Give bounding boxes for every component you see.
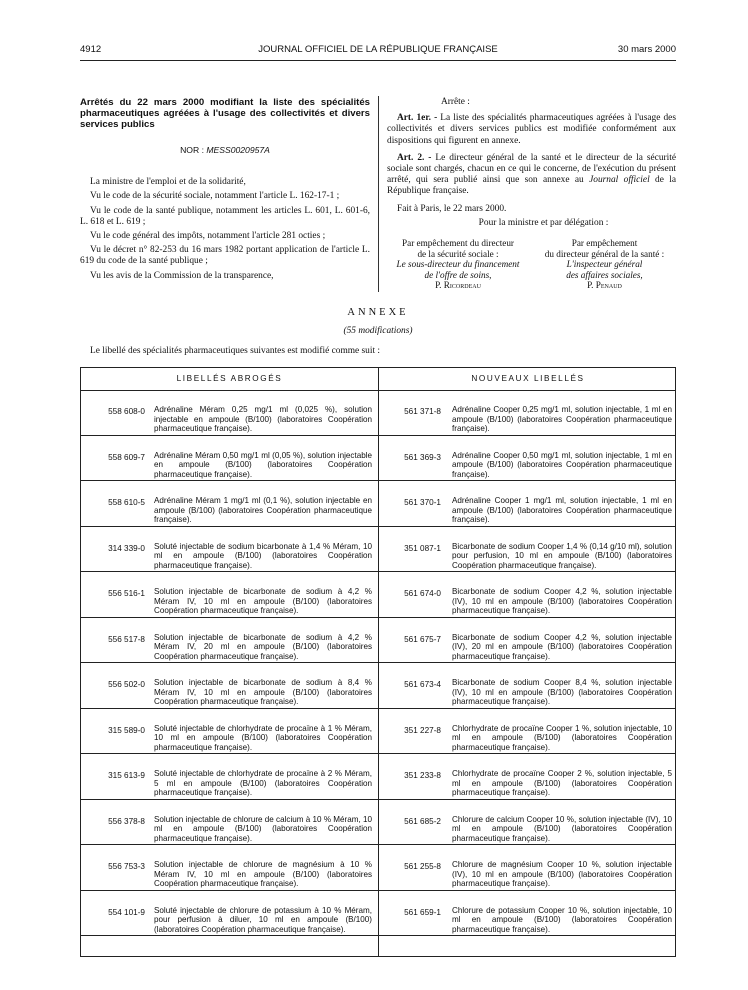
new-label: Chlorhydrate de procaïne Cooper 2 %, solution injectable, 5 ml en ampoule (B/100) (laboratoires Coopération pharmaceutique française). xyxy=(452,769,672,798)
new-code: 351 227-8 xyxy=(404,725,441,735)
nor-label: NOR : xyxy=(180,145,204,155)
right-column xyxy=(387,97,676,292)
table-row xyxy=(81,754,676,800)
modifications-table xyxy=(80,367,676,957)
new-code: 561 370-1 xyxy=(404,498,441,507)
journal-officiel-mention: Journal officiel xyxy=(589,175,650,186)
new-label: Chlorure de magnésium Cooper 10 %, solution injectable (IV), 10 ml en ampoule (B/100) (laboratoires Coopération pharmaceutique française). xyxy=(452,860,672,889)
repealed-code: 314 339-0 xyxy=(108,543,145,553)
new-code: 561 255-8 xyxy=(404,862,441,871)
table-row xyxy=(81,845,676,891)
header-repealed: LIBELLÉS ABROGÉS xyxy=(176,374,283,383)
new-label: Bicarbonate de sodium Cooper 1,4 % (0,14 g/10 ml), solution pour perfusion, 10 ml en ampoule (B/100) (laboratoires Coopération pharmaceutique française). xyxy=(452,541,672,570)
modifications-count: (55 modifications) xyxy=(343,326,413,336)
page-number: 4912 xyxy=(80,44,102,55)
article-2 xyxy=(387,153,676,198)
repealed-label: Soluté injectable de chlorure de potassium à 10 % Méram, pour perfusion à diluer, 10 ml en ampoule (B/100) (laboratoires Coopération pharmaceutique française). xyxy=(154,905,372,934)
vu-item: Vu le code général des impôts, notamment l'article 281 octies ; xyxy=(90,231,326,242)
minister-line: La ministre de l'emploi et de la solidarité, xyxy=(90,177,246,188)
new-label: Chlorhydrate de procaïne Cooper 1 %, solution injectable, 10 ml en ampoule (B/100) (laboratoires Coopération pharmaceutique française). xyxy=(452,723,672,752)
repealed-code: 556 378-8 xyxy=(108,816,145,826)
column-divider xyxy=(378,96,379,292)
article-2-text: Le directeur général de la santé et le directeur de la sécurité sociale sont chargés, chacun en ce qui le concerne, de l'exécution du présent arrêté, qui sera publié ainsi que son annexe au xyxy=(387,152,676,186)
signature-left-name: P. Ricordeau xyxy=(435,280,481,291)
nor-reference xyxy=(80,145,370,156)
repealed-label: Adrénaline Méram 1 mg/1 ml (0,1 %), solution injectable en ampoule (B/100) (laboratoires Coopération pharmaceutique française). xyxy=(154,496,372,525)
vu-item: Vu le décret n° 82-253 du 16 mars 1982 portant application de l'article L. 619 du code de la santé publique ; xyxy=(80,245,370,267)
table-row xyxy=(81,800,676,846)
repealed-label: Adrénaline Méram 0,50 mg/1 ml (0,05 %), solution injectable en ampoule (B/100) (laboratoires Coopération pharmaceutique française). xyxy=(154,450,372,479)
new-code: 351 087-1 xyxy=(404,543,441,553)
repealed-label: Solution injectable de bicarbonate de sodium à 4,2 % Méram IV, 10 ml en ampoule (B/100) (laboratoires Coopération pharmaceutique française). xyxy=(154,587,372,616)
table-row xyxy=(81,572,676,618)
fait-a-paris: Fait à Paris, le 22 mars 2000. xyxy=(397,203,507,214)
signature-left-role2: de l'offre de soins, xyxy=(424,269,492,280)
new-code: 351 233-8 xyxy=(404,771,441,780)
header-new: NOUVEAUX LIBELLÉS xyxy=(471,374,585,383)
table-row xyxy=(81,481,676,527)
new-label: Bicarbonate de sodium Cooper 4,2 %, solution injectable (IV), 10 ml en ampoule (B/100) (laboratoires Coopération pharmaceutique française). xyxy=(452,587,672,616)
signature-right-role1: L'inspecteur général xyxy=(566,259,643,270)
repealed-code: 315 613-9 xyxy=(108,771,145,780)
repealed-label: Solution injectable de chlorure de magnésium à 10 % Méram IV, 10 ml en ampoule (B/100) (laboratoires Coopération pharmaceutique française). xyxy=(154,860,372,889)
repealed-code: 558 608-0 xyxy=(108,407,145,416)
new-code: 561 673-4 xyxy=(404,680,441,689)
new-label: Chlorure de potassium Cooper 10 %, solution injectable, 10 ml en ampoule (B/100) (laboratoires Coopération pharmaceutique française). xyxy=(452,905,672,934)
signature-left-line1: Par empêchement du directeur xyxy=(402,238,514,249)
vu-item: Vu le code de la santé publique, notamment les articles L. 601, L. 601-6, L. 618 et L. 619 ; xyxy=(80,205,370,227)
delegation-line: Pour la ministre et par délégation : xyxy=(478,217,609,228)
repealed-code: 556 502-0 xyxy=(108,680,145,689)
vu-item: Vu le code de la sécurité sociale, notamment l'article L. 162-17-1 ; xyxy=(90,191,340,202)
table-row xyxy=(81,527,676,573)
new-code: 561 371-8 xyxy=(404,407,441,416)
table-row xyxy=(81,618,676,664)
running-header xyxy=(80,44,676,58)
table-row xyxy=(81,891,676,937)
new-code: 561 369-3 xyxy=(404,452,441,462)
arrete-heading: Arrête : xyxy=(441,97,470,107)
signature-left-role1: Le sous-directeur du financement xyxy=(396,259,520,270)
signature-right-line2: du directeur général de la santé : xyxy=(544,248,665,259)
repealed-code: 556 516-1 xyxy=(108,589,145,598)
signatures xyxy=(387,238,676,292)
new-label: Bicarbonate de sodium Cooper 4,2 %, solution injectable (IV), 20 ml en ampoule (B/100) (laboratoires Coopération pharmaceutique française). xyxy=(452,632,672,661)
new-label: Adrénaline Cooper 0,50 mg/1 ml, solution injectable, 1 ml en ampoule (B/100) (laboratoires Coopération pharmaceutique française). xyxy=(452,450,672,479)
vu-item: Vu les avis de la Commission de la transparence, xyxy=(90,270,274,281)
repealed-label: Soluté injectable de chlorhydrate de procaïne à 2 % Méram, 5 ml en ampoule (B/100) (laboratoires Coopération pharmaceutique française). xyxy=(154,769,372,798)
new-label: Adrénaline Cooper 0,25 mg/1 ml, solution injectable, 1 ml en ampoule (B/100) (laboratoires Coopération pharmaceutique française). xyxy=(452,405,672,434)
nor-value: MESS0020957A xyxy=(206,145,270,155)
repealed-label: Soluté injectable de sodium bicarbonate à 1,4 % Méram, 10 ml en ampoule (B/100) (laboratoires Coopération pharmaceutique française). xyxy=(154,541,372,570)
repealed-label: Soluté injectable de chlorhydrate de procaïne à 1 % Méram, 10 ml en ampoule (B/100) (laboratoires Coopération pharmaceutique française). xyxy=(154,723,372,752)
new-code: 561 675-7 xyxy=(404,634,441,644)
new-code: 561 659-1 xyxy=(404,907,441,917)
table-row xyxy=(81,663,676,709)
header-rule xyxy=(80,60,676,61)
article-1-label: Art. 1er. - xyxy=(397,113,438,124)
repealed-code: 556 753-3 xyxy=(108,862,145,871)
new-label: Adrénaline Cooper 1 mg/1 ml, solution injectable, 1 ml en ampoule (B/100) (laboratoires Coopération pharmaceutique française). xyxy=(452,496,672,525)
repealed-label: Solution injectable de chlorure de calcium à 10 % Méram, 10 ml en ampoule (B/100) (laboratoires Coopération pharmaceutique française). xyxy=(154,814,372,843)
signature-right-line1: Par empêchement xyxy=(571,238,638,249)
article-2-label: Art. 2. - xyxy=(397,152,432,163)
repealed-code: 558 609-7 xyxy=(108,452,145,462)
repealed-code: 558 610-5 xyxy=(108,498,145,507)
signature-left-line2: de la sécurité sociale : xyxy=(417,248,499,259)
repealed-label: Solution injectable de bicarbonate de sodium à 8,4 % Méram IV, 10 ml en ampoule (B/100) (laboratoires Coopération pharmaceutique française). xyxy=(154,678,372,707)
article-1 xyxy=(387,113,676,147)
new-label: Bicarbonate de sodium Cooper 8,4 %, solution injectable (IV), 10 ml en ampoule (B/100) (laboratoires Coopération pharmaceutique française). xyxy=(452,678,672,707)
repealed-code: 315 589-0 xyxy=(108,725,145,735)
signature-right xyxy=(533,238,676,291)
signature-right-name: P. Penaud xyxy=(587,280,622,291)
article-1-text: La liste des spécialités pharmaceutiques agréées à l'usage des collectivités et divers services publics est modifiée conformément aux dispositions qui figurent en annexe. xyxy=(387,113,676,146)
journal-title: JOURNAL OFFICIEL DE LA RÉPUBLIQUE FRANÇAISE xyxy=(258,44,498,55)
repealed-code: 554 101-9 xyxy=(108,907,145,917)
repealed-label: Adrénaline Méram 0,25 mg/1 ml (0,025 %), solution injectable en ampoule (B/100) (laboratoires Coopération pharmaceutique française). xyxy=(154,405,372,434)
signature-right-role2: des affaires sociales, xyxy=(566,269,643,280)
signature-left xyxy=(387,238,529,291)
issue-date: 30 mars 2000 xyxy=(617,44,676,55)
table-row xyxy=(81,390,676,436)
table-row xyxy=(81,436,676,482)
repealed-label: Solution injectable de bicarbonate de sodium à 4,2 % Méram IV, 20 ml en ampoule (B/100) (laboratoires Coopération pharmaceutique française). xyxy=(154,632,372,661)
annexe-intro: Le libellé des spécialités pharmaceutiques suivantes est modifié comme suit : xyxy=(90,346,381,356)
table-row xyxy=(81,709,676,755)
new-code: 561 685-2 xyxy=(404,816,441,826)
decree-title: Arrêtés du 22 mars 2000 modifiant la liste des spécialités pharmaceutiques agréées à l'usage des collectivités et divers services publics xyxy=(80,97,370,130)
new-code: 561 674-0 xyxy=(404,589,441,598)
annexe-title: ANNEXE xyxy=(347,307,409,318)
new-label: Chlorure de calcium Cooper 10 %, solution injectable (IV), 10 ml en ampoule (B/100) (laboratoires Coopération pharmaceutique française). xyxy=(452,814,672,843)
repealed-code: 556 517-8 xyxy=(108,634,145,644)
article-2-text-end: de la République française. xyxy=(387,175,677,197)
left-column xyxy=(80,97,370,282)
